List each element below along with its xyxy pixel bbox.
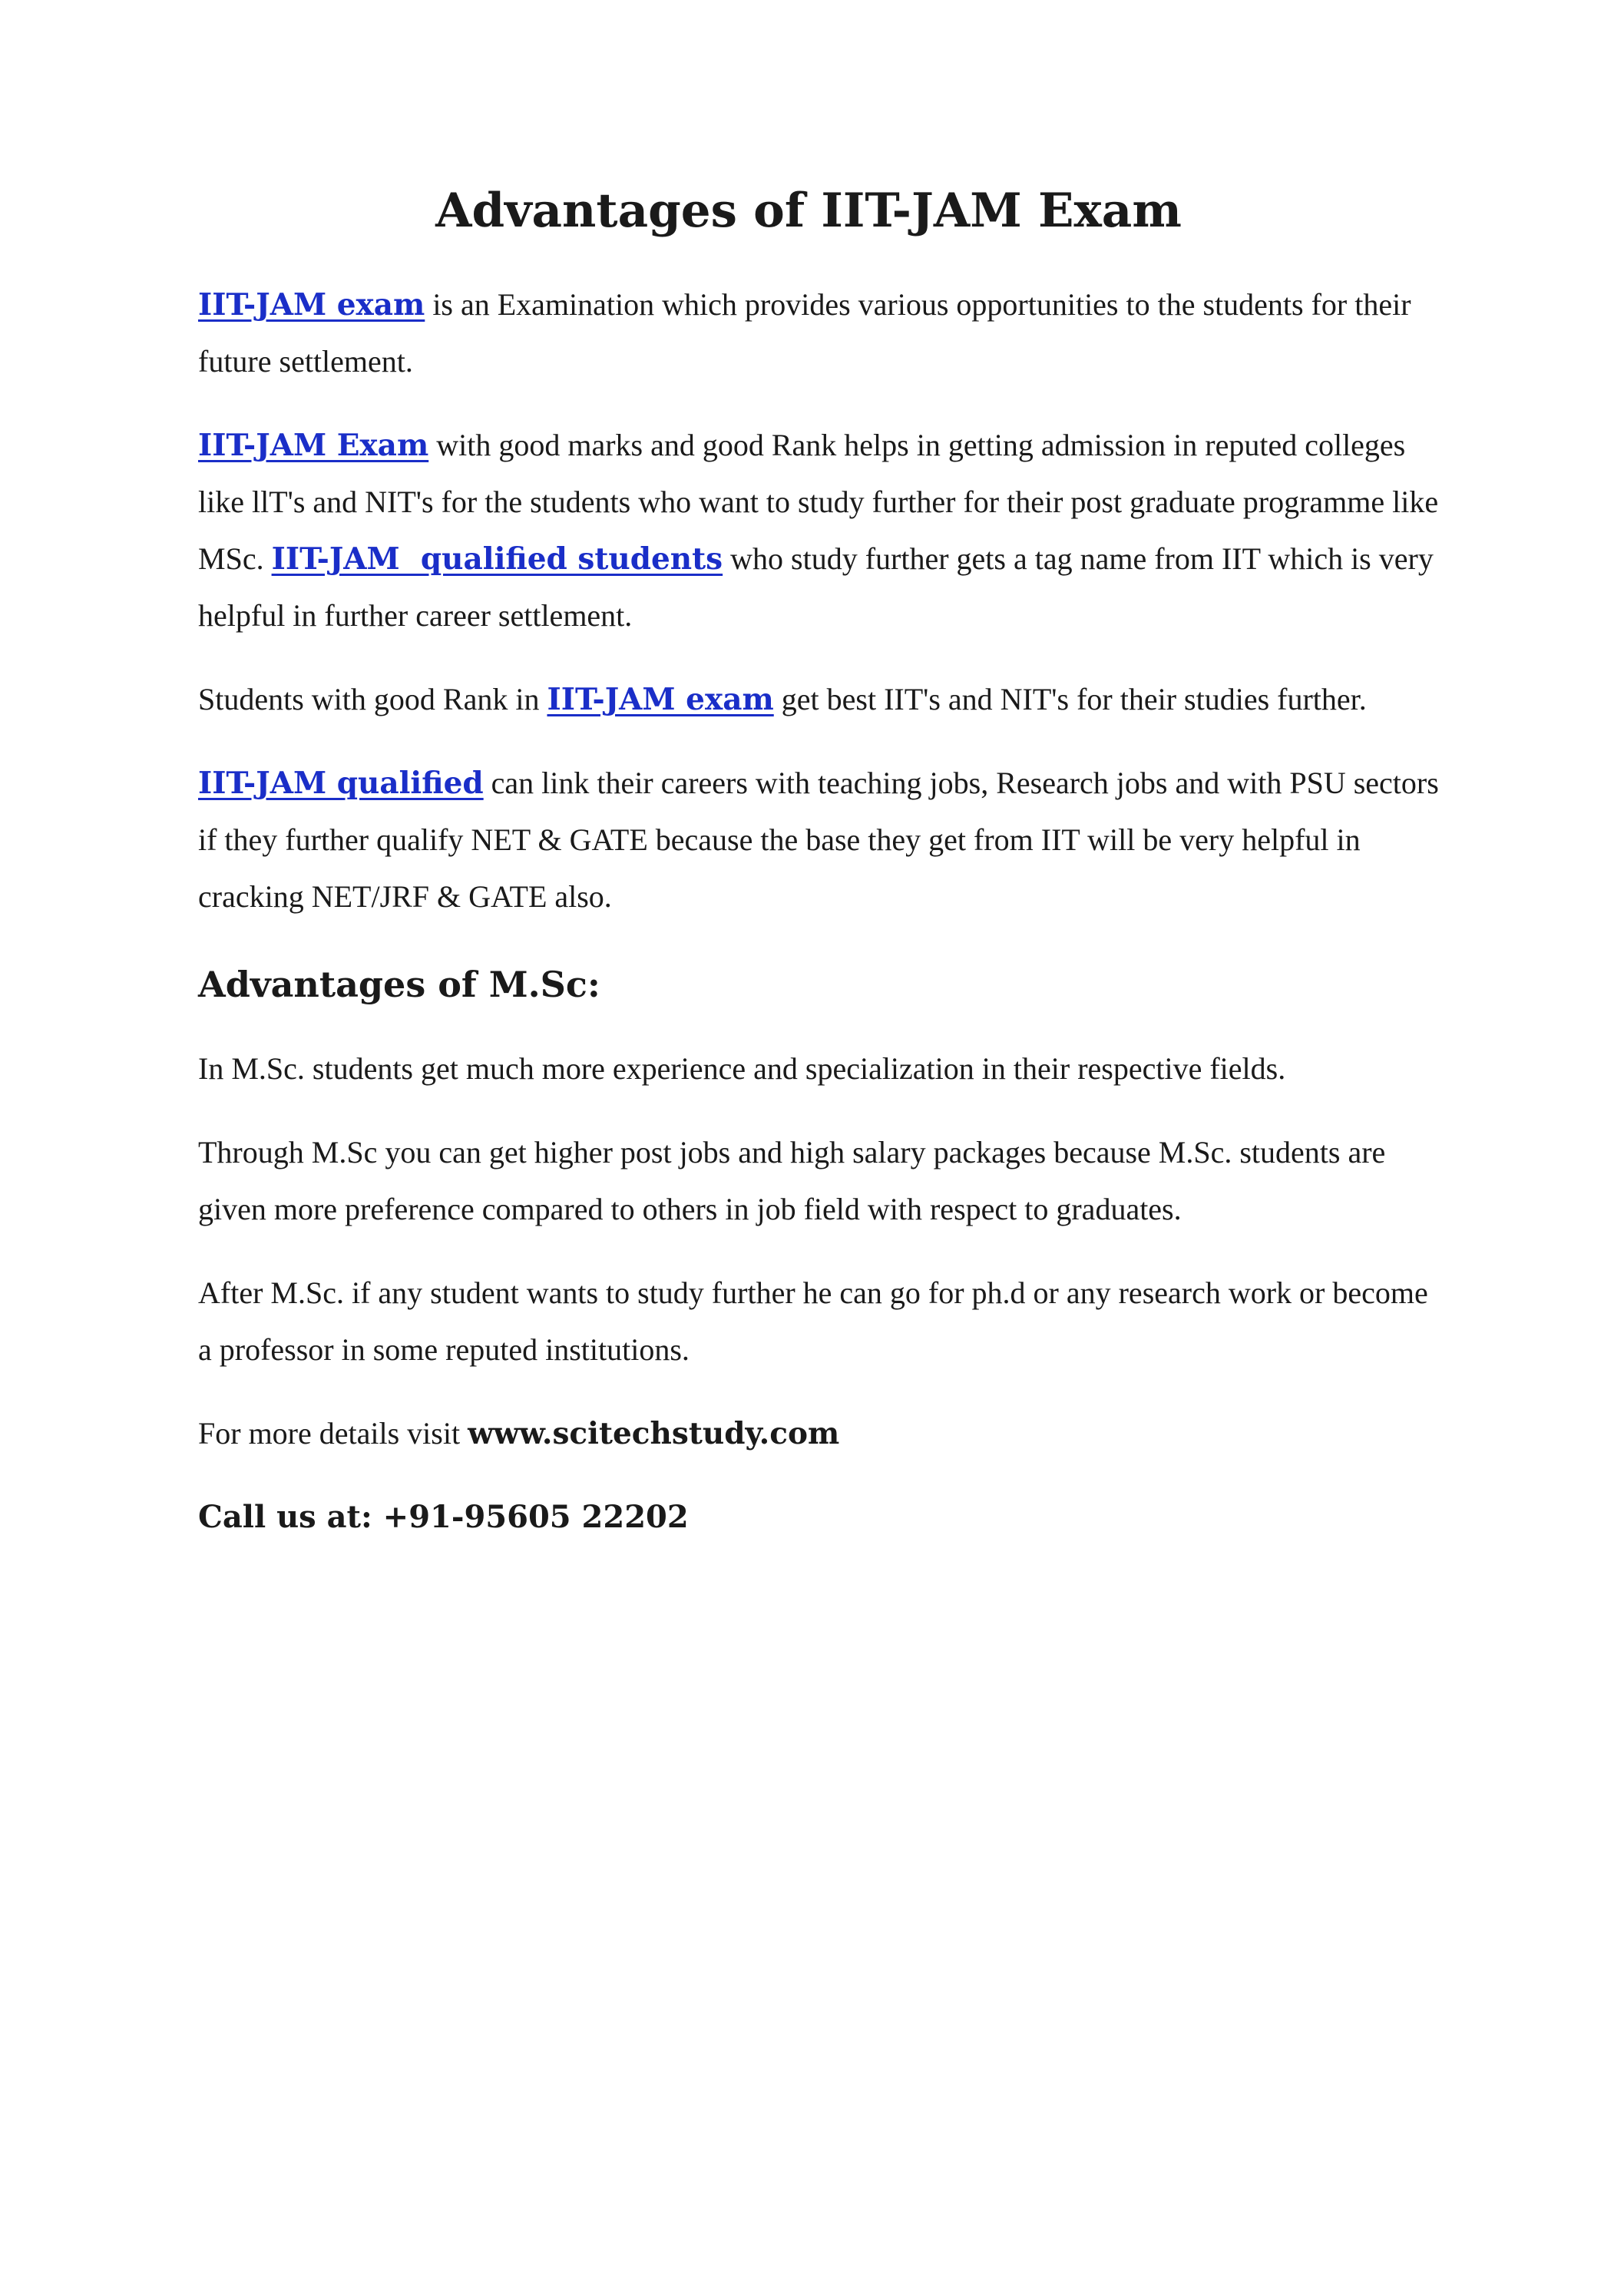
iit-jam-exam-link-2[interactable]: IIT-JAM Exam — [198, 428, 429, 464]
intro-paragraph-4-text: can link their careers with teaching jobs, Research jobs and with PSU sectors if they further qualify NET & GATE because the base they get from IIT will be very helpful in cracking NET/JRF & GATE also. — [198, 766, 1439, 915]
intro-paragraph-3-text-2: get best IIT's and NIT's for their studies further. — [773, 682, 1367, 717]
document-page — [198, 184, 1442, 1573]
intro-paragraph-4 — [198, 755, 1442, 925]
details-paragraph — [198, 1405, 1442, 1462]
iit-jam-exam-link[interactable]: IIT-JAM exam — [198, 287, 425, 323]
intro-paragraph-2-text-2: who study further gets a tag name from IIT which is very helpful in further career settlement. — [198, 541, 1434, 634]
call-us-line: Call us at: +91-95605 22202 — [198, 1499, 689, 1536]
msc-paragraph-2: Through M.Sc you can get higher post jobs and high salary packages because M.Sc. students are given more preference compared to others in job field with respect to graduates. — [198, 1135, 1386, 1227]
intro-paragraph-1-text: is an Examination which provides various opportunities to the students for their future settlement. — [198, 287, 1411, 379]
intro-paragraph-3-text-1: Students with good Rank in — [198, 682, 547, 717]
details-text: For more details visit — [198, 1416, 468, 1451]
intro-paragraph-2 — [198, 417, 1442, 644]
msc-heading: Advantages of M.Sc: — [198, 964, 600, 1006]
intro-paragraph-2-text-1: with good marks and good Rank helps in getting admission in reputed colleges like llT's and NIT's for the students who want to study further for their post graduate programme like MSc. — [198, 428, 1439, 577]
iit-jam-qualified-students-link[interactable]: IIT-JAM qualified students — [271, 541, 723, 577]
page-title: Advantages of IIT-JAM Exam — [435, 184, 1182, 238]
iit-jam-exam-link-3[interactable]: IIT-JAM exam — [547, 682, 774, 718]
iit-jam-qualified-link[interactable]: IIT-JAM qualified — [198, 766, 484, 802]
intro-paragraph-1 — [198, 276, 1442, 390]
msc-paragraph-1: In M.Sc. students get much more experience and specialization in their respective fields. — [198, 1051, 1286, 1087]
msc-paragraph-3: After M.Sc. if any student wants to study further he can go for ph.d or any research work or become a professor in some reputed institutions. — [198, 1275, 1428, 1368]
intro-paragraph-3 — [198, 671, 1442, 728]
website-text: www.scitechstudy.com — [468, 1416, 840, 1452]
